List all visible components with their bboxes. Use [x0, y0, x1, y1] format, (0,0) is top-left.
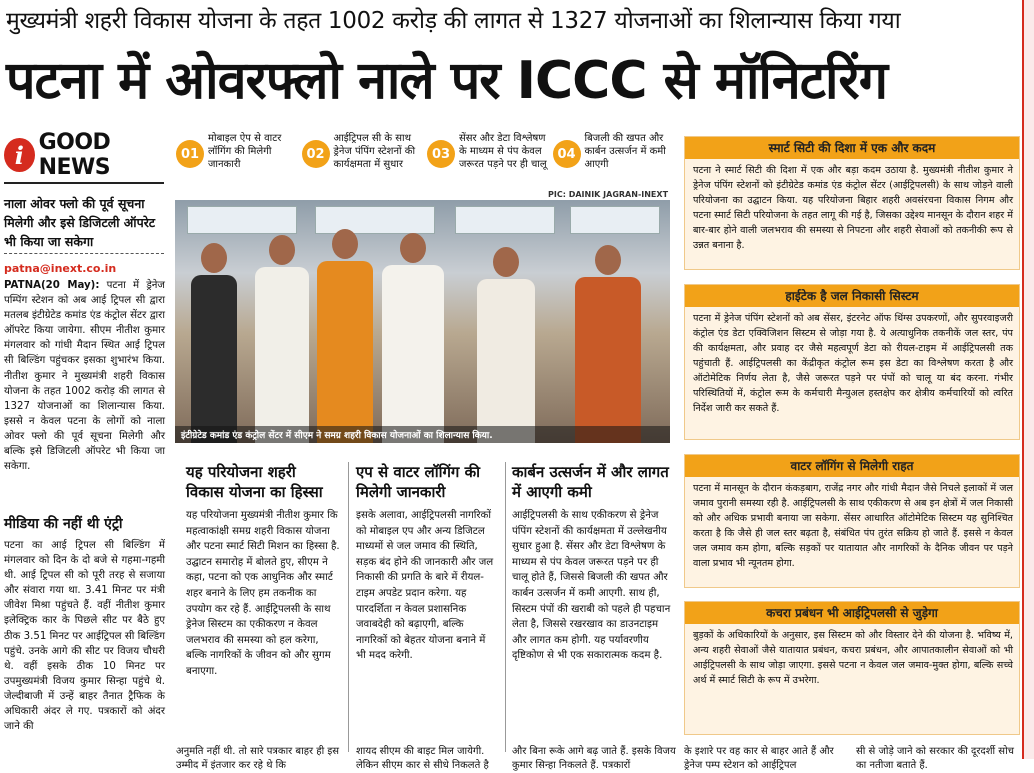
column-body: इसके अलावा, आईट्रिपलसी नागरिकों को मोबाइल एप और अन्य डिजिटल माध्यमों से जल जमाव की स्थिति, सड़क बंद होने की जानकारी और जल निकासी की प्रगति के बारे में रीयल-टाइम अपडेट प्रदान करेगा. यह पारदर्शिता न केवल प्रशासनिक जवाबदेही को बढ़ाएगी, बल्कि नागरिकों को बेहतर योजना बनाने में भी मदद करेगी. — [356, 510, 494, 662]
person-figure — [475, 247, 537, 443]
key-point — [553, 132, 679, 192]
continued-text: सी से जोड़े जाने को सरकार की दूरदर्शी सोच का नतीजा बताते हैं. — [856, 746, 1015, 771]
key-point — [176, 132, 302, 192]
person-figure — [573, 245, 643, 443]
point-number: 01 — [176, 140, 204, 168]
column-title: यह परियोजना शहरी विकास योजना का हिस्सा — [186, 463, 323, 501]
media-body: पटना का आई ट्रिपल सी बिल्डिंग में मंगलवार को दिन के दो बजे से गहमा-गहमी थी. आई ट्रिपल सी को पूरी तरह से सजाया और संवारा गया था. 3.41 मिनट पर मंत्री जीवेश मिश्रा पहुंचते हैं. वहीं नीतीश कुमार इलेक्ट्रिक कार के पिछले सीट पर बैठे हुए ठीक 3.51 मिनट पर आईट्रिपल सी बिल्डिंग पहुंचे. उनके आगे की सीट पर विजय चौधरी थे. वहीं इसके ठीक 10 मिनट पर उपमुख्यमंत्री विजय कुमार सिन्हा पहुंचे थे. जेल्दीबाजी में उन्हें बाहर तैनात ट्रैफिक के अधिकारी अंदर ले गए. पत्रकारों को अंदर जाने की — [4, 540, 165, 733]
divider — [4, 182, 164, 184]
good-news-body-text: पटना में ड्रेनेज पम्पिंग स्टेशन को अब आई ट्रिपल सी द्वारा मतलब इंटीग्रेटेड कमांड एंड कंट्रोल सेंटर द्वारा ऑपरेट किया जायेगा. सीएम नीतीश कुमार मंगलवार को गांधी मैदान स्थित आई ट्रिपल सी बिल्डिंग पहुंचकर इसका शुभारंभ किया. नीतीश कुमार ने मुख्यमंत्री शहरी विकास योजना के तहत 1002 करोड़ की लागत से 1327 योजनाओं का शिलान्यास किया. इससे न केवल पटना के लोगों को नाला ओवर फ्लो की पूर्व सूचना मिलेगी और बल्कि इसे डिजिटली ऑपरेट भी किया जा सकेगा. — [4, 280, 165, 473]
screen-shape — [455, 206, 555, 234]
column-divider — [348, 462, 349, 752]
key-points — [176, 132, 678, 192]
info-box — [684, 284, 1020, 440]
main-headline: पटना में ओवरफ्लो नाले पर ICCC से मॉनिटरिंग — [6, 51, 887, 111]
info-box-body: पटना ने स्मार्ट सिटी की दिशा में एक और बड़ा कदम उठाया है. मुख्यमंत्री नीतीश कुमार ने ड्रेनेज पंपिंग स्टेशनों को इंटीग्रेटेड कमांड एंड कंट्रोल सेंटर (आईट्रिपलसी) के साथ जोड़ने वाली परियोजना का उद्घाटन किया. यह परियोजना बिहार शहरी अवसंरचना विकास निगम और पटना स्मार्ट सिटी परियोजना के तहत लागू की गई है, जिसका उद्देश्य मानसून के दौरान शहर में बार-बार होने वाली जलभराव की समस्या से निपटना और शहरी सेवाओं को तकनीकी रूप से उन्नत बनाना है. — [693, 165, 1013, 251]
column-divider — [505, 462, 506, 752]
continued-text: शायद सीएम की बाइट मिल जायेगी. लेकिन सीएम कार से सीधे निकलते है — [356, 746, 489, 771]
info-box-title: हाईटेक है जल निकासी सिस्टम — [685, 285, 1019, 307]
adjacent-page-edge — [1022, 0, 1034, 759]
info-box-title: कचरा प्रबंधन भी आईट्रिपलसी से जुड़ेगा — [685, 602, 1019, 624]
screen-shape — [187, 206, 297, 234]
good-news-label: GOOD NEWS — [38, 130, 111, 180]
info-box-title: वाटर लॉगिंग से मिलेगी राहत — [685, 455, 1019, 477]
good-news-lead: नाला ओवर फ्लो की पूर्व सूचना मिलेगी और इसे डिजिटली ऑपरेट भी किया जा सकेगा — [4, 196, 156, 249]
info-box — [684, 454, 1020, 588]
column-title: एप से वाटर लॉगिंग की मिलेगी जानकारी — [356, 463, 480, 501]
point-number: 02 — [302, 140, 330, 168]
good-news-logo — [4, 130, 174, 180]
info-box-title: स्मार्ट सिटी की दिशा में एक और कदम — [685, 137, 1019, 159]
media-subhead: मीडिया की नहीं थी एंट्री — [4, 516, 123, 532]
info-box — [684, 601, 1020, 735]
column-body: आईट्रिपलसी के साथ एकीकरण से ड्रेनेज पंपिंग स्टेशनों की कार्यक्षमता में उल्लेखनीय सुधार हुआ है. सेंसर और डेटा विश्लेषण के माध्यम से पंप केवल जरूरत पड़ने पर ही चालू होते हैं, जिससे बिजली की खपत और कार्बन उत्सर्जन में कमी आएगी. साथ ही, सिस्टम पंपों की खराबी को पहले ही पहचान लेता है, जिससे रखरखाव का डाउनटाइम और लागत कम होगी. यह पर्यावरणीय दृष्टिकोण से भी एक सकारात्मक कदम है. — [512, 510, 671, 662]
kicker-headline: मुख्यमंत्री शहरी विकास योजना के तहत 1002 करोड़ की लागत से 1327 योजनाओं का शिलान्यास किया गया — [6, 8, 901, 34]
info-box — [684, 136, 1020, 270]
point-text: मोबाइल ऐप से वाटर लॉगिंग की मिलेगी जानकारी — [208, 133, 282, 170]
continued-text: अनुमति नहीं थी. तो सारे पत्रकार बाहर ही इस उम्मीद में इंतजार कर रहे थे कि — [176, 746, 340, 771]
point-text: बिजली की खपत और कार्बन उत्सर्जन में कमी आएगी — [584, 133, 666, 170]
news-photo — [175, 200, 670, 443]
person-figure — [315, 229, 375, 443]
email-link[interactable]: patna@inext.co.in — [4, 262, 117, 275]
column-body: यह परियोजना मुख्यमंत्री नीतीश कुमार कि महत्वाकांक्षी समग्र शहरी विकास योजना और पटना स्मार्ट सिटी मिशन का हिस्सा है. उद्घाटन समारोह में बोलते हुए, सीएम ने कहा, पटना को एक आधुनिक और स्मार्ट शहर बनाने के लिए हम तकनीक का उपयोग कर रहे हैं. आईट्रिपलसी के साथ ड्रेनेज सिस्टम का एकीकरण न केवल जलभराव की समस्या को हल करेगा, बल्कि नागरिकों के जीवन को और सुगम बनाएगा. — [186, 510, 340, 677]
continued-text: के इशारे पर वह कार से बाहर आते हैं और ड्रेनेज पम्प स्टेशन को आईट्रिपल — [684, 746, 834, 771]
person-figure — [253, 235, 311, 443]
photo-caption: इंटीग्रेटेड कमांड एंड कंट्रोल सेंटर में सीएम ने समग्र शहरी विकास योजनाओं का शिलान्यास किया. — [175, 426, 670, 443]
person-figure — [189, 243, 239, 443]
screen-shape — [570, 206, 660, 234]
continued-text: और बिना रूके आगे बढ़ जाते हैं. इसके विजय कुमार सिन्हा निकलते हैं. पत्रकारों — [512, 746, 676, 771]
divider — [4, 253, 164, 254]
info-box-body: पटना में ड्रेनेज पंपिंग स्टेशनों को अब सेंसर, इंटरनेट ऑफ थिंग्स उपकरणों, और सुपरवाइजरी कंट्रोल एंड डेटा एक्विजिशन सिस्टम से जोड़ा गया है. ये अत्याधुनिक तकनीकें जल स्तर, पंप की कार्यक्षमता, और प्रवाह दर जैसे महत्वपूर्ण डेटा को रीयल-टाइम में आईट्रिपलसी तक पहुंचाती हैं. आईट्रिपलसी का केंद्रीकृत कंट्रोल रूम इस डेटा का विश्लेषण करता है और ऑटोमेटिक निर्णय लेता है, जैसे जरूरत पड़ने पर पंपों को चालू या बंद करना. गंभीर परिस्थितियों में, कंट्रोल रूम के कर्मचारी मैन्युअल हस्तक्षेप कर क्षेत्रीय कर्मचारियों को त्वरित निर्देश जारी कर सकते हैं. — [693, 313, 1013, 414]
point-text: आईट्रिपल सी के साथ ड्रेनेज पंपिंग स्टेशनों की कार्यक्षमता में सुधार — [333, 133, 416, 170]
column-title: कार्बन उत्सर्जन में और लागत में आएगी कमी — [512, 463, 669, 501]
person-figure — [380, 233, 446, 443]
dateline: PATNA(20 May): — [4, 280, 100, 291]
info-icon: i — [4, 138, 35, 172]
point-text: सेंसर और डेटा विश्लेषण के माध्यम से पंप केवल जरूरत पड़ने पर ही चालू — [459, 133, 547, 170]
key-point — [427, 132, 553, 192]
info-box-body: पटना में मानसून के दौरान कंकड़बाग, राजेंद्र नगर और गांधी मैदान जैसे निचले इलाकों में जल जमाव पुरानी समस्या रही है. आईट्रिपलसी के साथ एकीकरण से अब इन क्षेत्रों में जल निकासी को और अधिक प्रभावी बनाया जा सकेगा. सेंसर आधारित ऑटोमेटिक सिस्टम यह सुनिश्चित करता है कि जैसे ही जल स्तर बढ़ता है, संबंधित पंप तुरंत सक्रिय हो जाते हैं. इससे न केवल जल जमाव कम होगा, बल्कि सड़कों पर यातायात और नागरिकों के दैनिक जीवन पर पड़ने वाला प्रभाव भी न्यूनतम होगा. — [693, 483, 1013, 569]
key-point — [302, 132, 428, 192]
info-box-body: बुड़कों के अधिकारियों के अनुसार, इस सिस्टम को और विस्तार देने की योजना है. भविष्य में, अन्य शहरी सेवाओं जैसे यातायात प्रबंधन, कचरा प्रबंधन, और आपातकालीन सेवाओं को भी आईट्रिपलसी के साथ जोड़ा जाएगा. इससे पटना न केवल जल जमाव-मुक्त होगा, बल्कि सच्चे अर्थ में स्मार्ट सिटी के रूप में उभरेगा. — [693, 630, 1013, 686]
point-number: 03 — [427, 140, 455, 168]
good-news-body — [4, 278, 165, 474]
photo-credit: PIC: DAINIK JAGRAN-INEXT — [548, 190, 669, 199]
point-number: 04 — [553, 140, 581, 168]
